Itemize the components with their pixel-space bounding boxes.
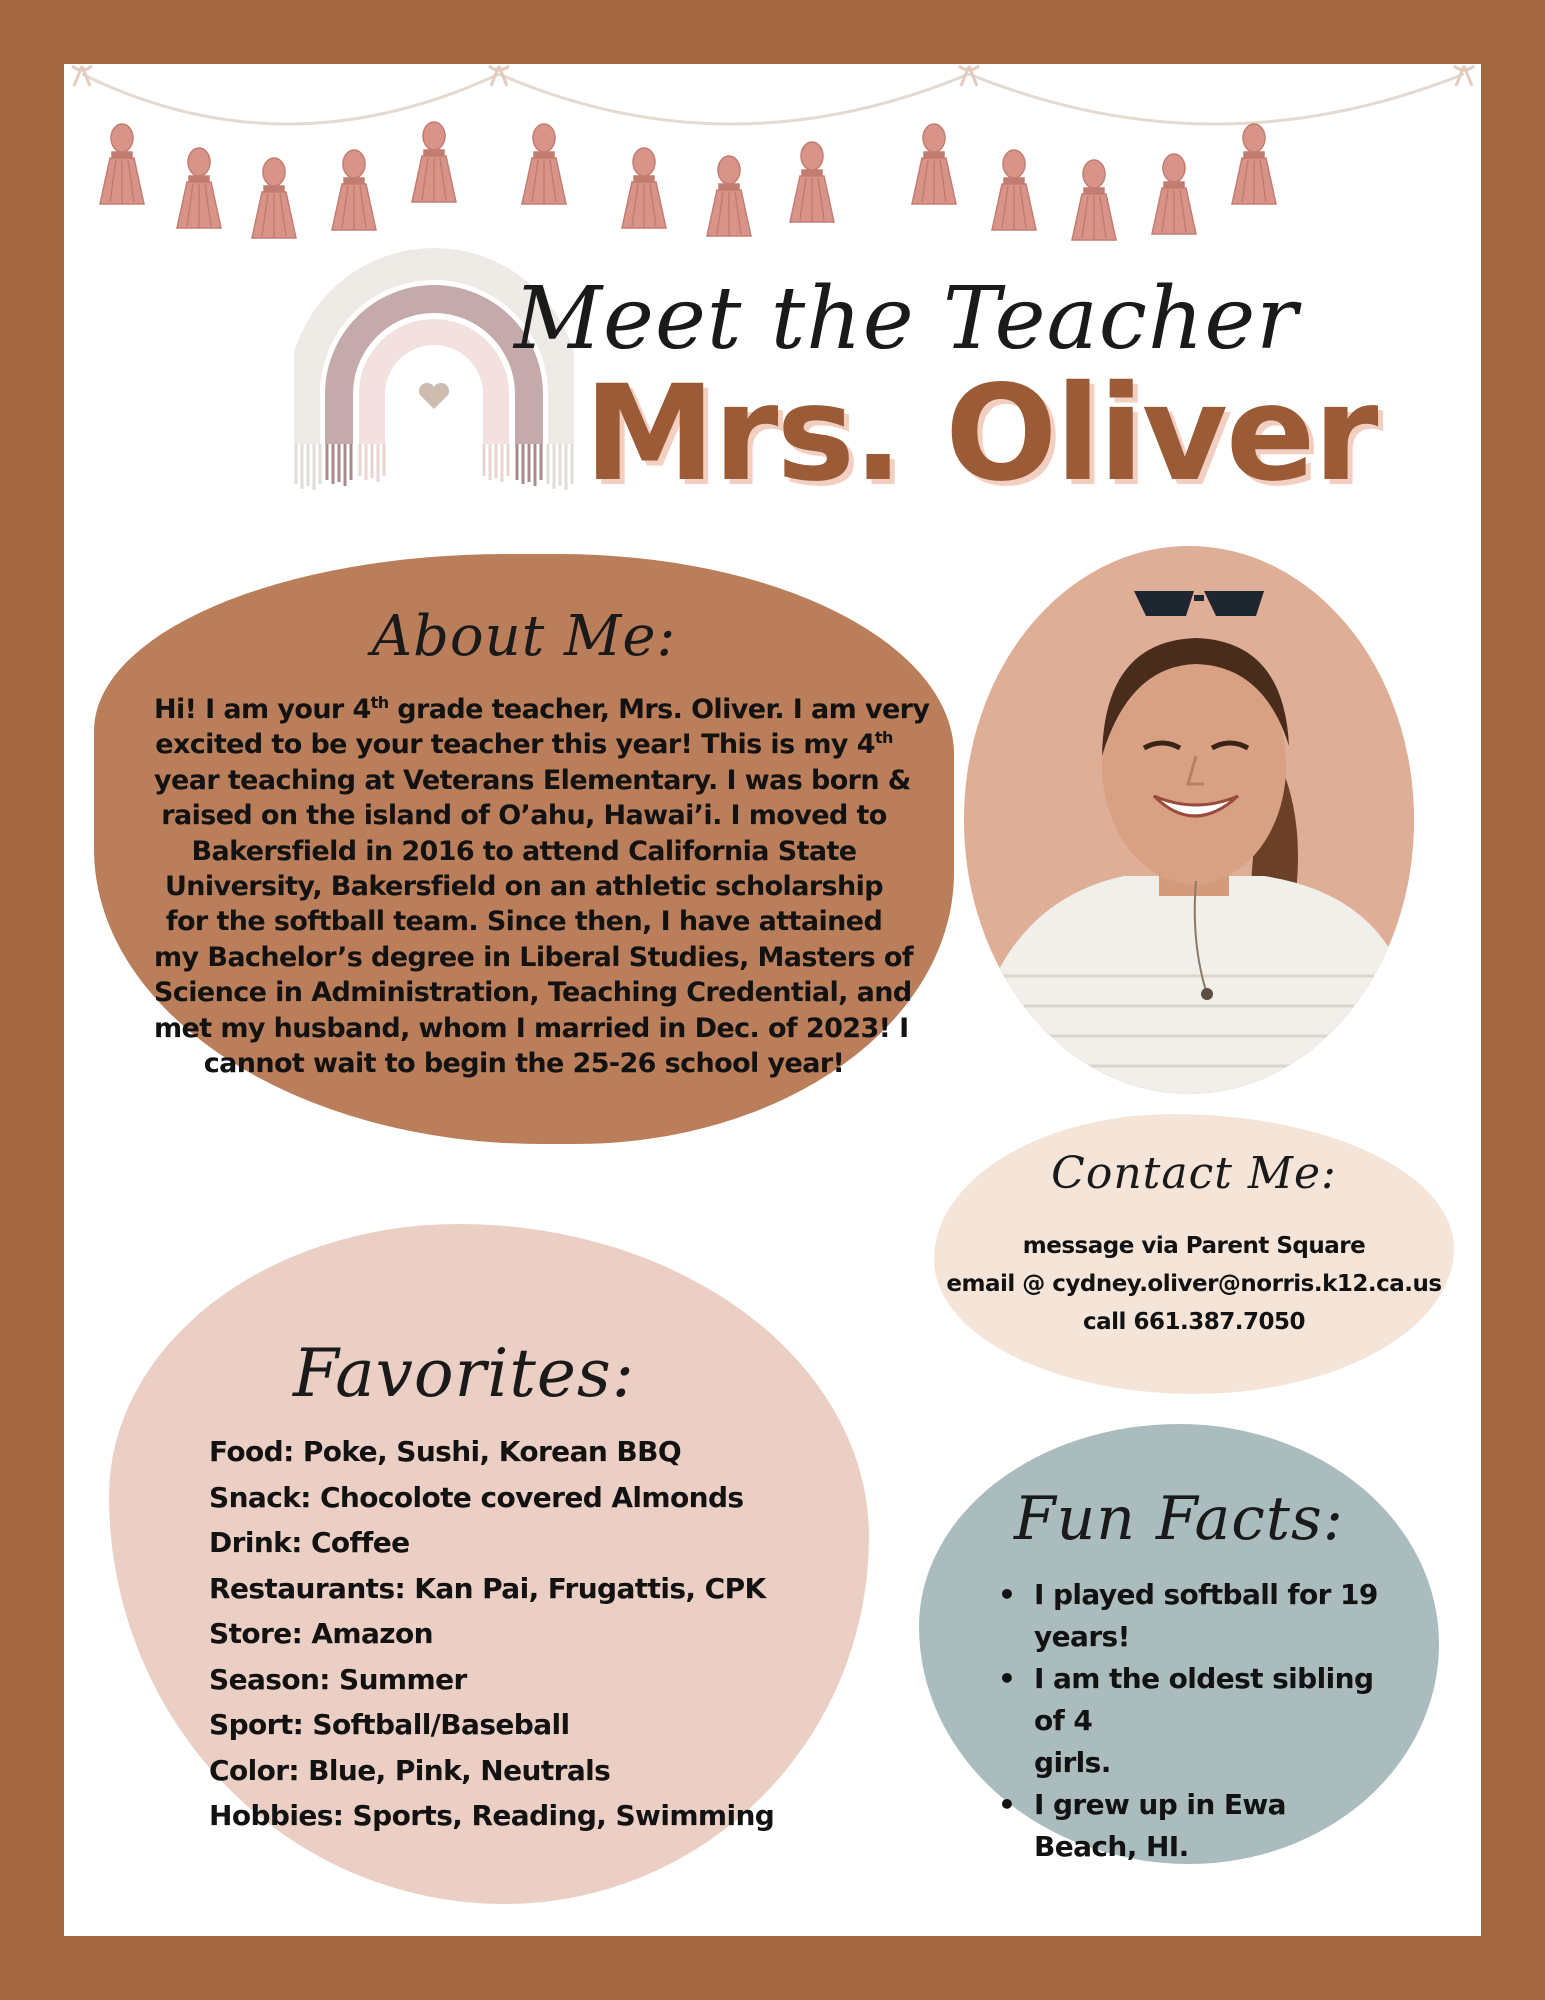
contact-lines: [934, 1227, 1454, 1341]
contact-me-card: [934, 1114, 1454, 1394]
tassel-icon: [992, 150, 1036, 230]
about-line: Bakersfield in 2016 to attend California State: [191, 835, 857, 867]
favorite-item-color: Color: Blue, Pink, Neutrals: [209, 1753, 611, 1787]
tassel-garland: [64, 64, 1481, 264]
tassel-icon: [332, 150, 376, 230]
favorites-list: [209, 1429, 849, 1839]
about-line: for the softball team. Since then, I have attained: [165, 906, 883, 938]
contact-phone[interactable]: call 661.387.7050: [1083, 1309, 1305, 1335]
about-line: University, Bakersfield on an athletic scholarship: [164, 871, 884, 903]
meet-the-teacher-heading: Meet the Teacher: [514, 269, 1299, 369]
fun-facts-list: [994, 1574, 1394, 1868]
portrait-illustration: [964, 546, 1414, 1094]
favorite-item-food: Food: Poke, Sushi, Korean BBQ: [209, 1435, 682, 1468]
contact-me-heading: Contact Me:: [1051, 1148, 1337, 1199]
favorites-heading: Favorites:: [292, 1335, 636, 1412]
favorite-item-hobbies: Hobbies: Sports, Reading, Swimming: [209, 1799, 775, 1832]
tassel-icon: [707, 156, 751, 236]
tassel-icon: [252, 158, 296, 238]
fun-fact-item: • I grew up in Ewa Beach, HI.: [994, 1784, 1394, 1868]
bullet-icon: •: [998, 1662, 1016, 1695]
tassel-icon: [100, 124, 144, 204]
about-me-heading: About Me:: [371, 604, 677, 669]
about-line: Science in Administration, Teaching Credential, and: [154, 977, 912, 1009]
tassel-icon: [177, 148, 221, 228]
flyer-page: [64, 64, 1481, 1936]
tassel-icon: [622, 148, 666, 228]
about-me-card: [94, 554, 954, 1144]
contact-parent-square: message via Parent Square: [1022, 1233, 1366, 1259]
favorite-item-sport: Sport: Softball/Baseball: [209, 1708, 570, 1741]
favorite-item-snack: Snack: Chocolote covered Almonds: [209, 1480, 744, 1514]
teacher-name-title: Mrs. Oliver: [584, 357, 1377, 511]
about-line: raised on the island of O’ahu, Hawai’i. I moved to: [161, 800, 887, 832]
fun-fact-item: • I am the oldest sibling of 4 girls.: [994, 1658, 1394, 1784]
tassel-icon: [412, 122, 456, 202]
fun-facts-card: [919, 1424, 1439, 1864]
fun-facts-heading: Fun Facts:: [1013, 1484, 1345, 1554]
about-line: my Bachelor’s degree in Liberal Studies, Masters of: [154, 941, 913, 973]
about-me-text: [154, 692, 930, 1081]
tassel-icon: [790, 142, 834, 222]
tassel-icon: [1232, 124, 1276, 204]
bullet-icon: •: [998, 1578, 1016, 1611]
about-line: year teaching at Veterans Elementary. I was born &: [154, 764, 911, 796]
favorite-item-store: Store: Amazon: [209, 1617, 433, 1650]
fun-fact-item: • I played softball for 19 years!: [994, 1574, 1394, 1658]
tassel-icon: [1152, 154, 1196, 234]
contact-email[interactable]: email @ cydney.oliver@norris.k12.ca.us: [946, 1271, 1442, 1297]
favorites-card: [109, 1224, 869, 1904]
tassel-icon: [1072, 160, 1116, 240]
teacher-portrait-photo: [964, 546, 1414, 1094]
about-line: excited to be your teacher this year! This is my 4th: [155, 728, 893, 761]
tassel-icon: [912, 124, 956, 204]
tassel-icon: [522, 124, 566, 204]
bullet-icon: •: [998, 1788, 1016, 1821]
about-line: met my husband, whom I married in Dec. of 2023! I: [154, 1012, 909, 1044]
favorite-item-drink: Drink: Coffee: [209, 1526, 410, 1559]
about-line: cannot wait to begin the 25-26 school year!: [203, 1048, 845, 1080]
favorite-item-restaurants: Restaurants: Kan Pai, Frugattis, CPK: [209, 1571, 766, 1605]
about-line: Hi! I am your 4th grade teacher, Mrs. Oliver. I am very: [154, 693, 930, 725]
favorite-item-season: Season: Summer: [209, 1662, 467, 1696]
